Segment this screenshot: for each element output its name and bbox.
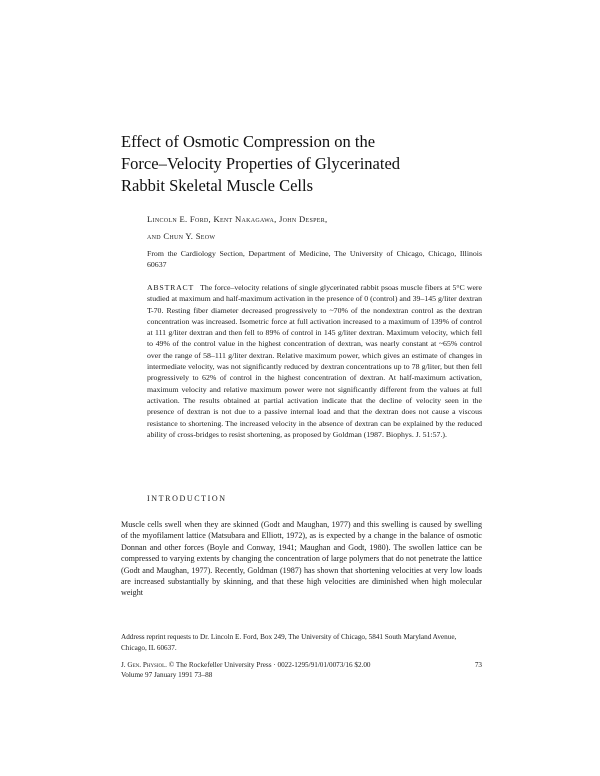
title-line-3: Rabbit Skeletal Muscle Cells [121,176,314,195]
abstract [147,282,482,440]
authors-line-1: Lincoln E. Ford, Kent Nakagawa, John Desper, [147,214,328,224]
abstract-label: ABSTRACT [147,283,195,292]
page-number: 73 [474,661,482,669]
journal-footer [121,660,482,680]
journal-name: J. Gen. Physiol. [121,661,167,669]
title-line-2: Force–Velocity Properties of Glycerinated [121,154,401,173]
reprint-footnote: Address reprint requests to Dr. Lincoln E. Ford, Box 249, The University of Chicago, 5841 South Maryland Avenue, Chicago, IL 60637. [121,633,457,652]
article-title [121,131,521,197]
title-line-1: Effect of Osmotic Compression on the [121,132,376,151]
volume-line: Volume 97 January 1991 73–88 [121,671,213,679]
publisher-line: © The Rockefeller University Press · 0022-1295/91/01/0073/16 $2.00 [168,661,371,669]
author-list [147,211,477,245]
affiliation: From the Cardiology Section, Department of Medicine, The University of Chicago, Chicago, Illinois 60637 [147,249,482,269]
introduction-text: Muscle cells swell when they are skinned (Godt and Maughan, 1977) and this swelling is caused by swelling of the myofilament lattice (Matsubara and Elliott, 1972), as is expected by a change in the balance of osmotic Donnan and other forces (Boyle and Conway, 1941; Maughan and Godt, 1980). The swollen lattice can be compressed to varying extents by changing the concentration of large polymers that do not penetrate the lattice (Godt and Maughan, 1977). Recently, Goldman (1987) has shown that shortening velocities at very low loads are increased substantially by skinning, and that these high velocities are diminished when high molecular weight [121,520,482,598]
authors-line-2: and Chun Y. Seow [147,231,216,241]
abstract-text: The force–velocity relations of single glycerinated rabbit psoas muscle fibers at 5°C were studied at maximum and half-maximum activation in the presence of 0 (control) and 39–145 g/liter dextran T-70. Resting fiber diameter decreased progressively to ~70% of the nondextran control as the dextran concentration was increased. Isometric force at full activation increased to a maximum of 139% of control at 111 g/liter dextran and then fell to 89% of control in 145 g/liter dextran. Maximum velocity, which fell to 49% of the control value in the highest concentration of dextran, was nearly constant at ~65% control over the range of 58–111 g/liter dextran. Relative maximum power, which gives an estimate of changes in intermediate velocity, was not significantly reduced by dextran concentrations up to 78 g/liter, but then fell progressively to 62% of control in the highest concentration of dextran. At half-maximum activation, maximum velocity and relative maximum power were not significantly different from the values at full activation. The results obtained at partial activation indicate that the decline of velocity seen in the presence of dextran is not due to a passive internal load and that the dextran does not cause a viscous resistance to shortening. The increased velocity in the absence of dextran can be explained by the reduced ability of cross-bridges to resist shortening, as proposed by Goldman (1987. Biophys. J. 51:57.). [147,283,482,439]
introduction-heading: INTRODUCTION [147,494,227,503]
